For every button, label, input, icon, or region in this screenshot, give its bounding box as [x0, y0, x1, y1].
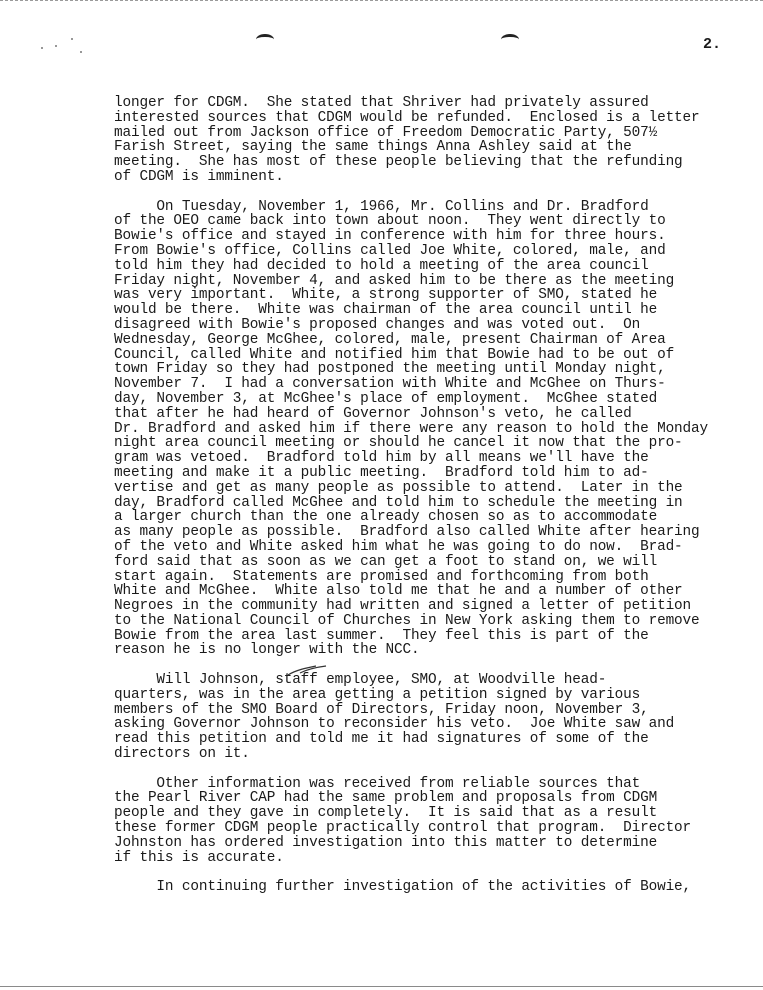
bottom-rule	[0, 986, 763, 987]
text-line: was very important. White, a strong supporter of SMO, stated he	[114, 287, 658, 304]
text-line: of the OEO came back into town about noon. They went directly to	[114, 213, 666, 230]
paragraph	[114, 200, 750, 659]
text-line: White and McGhee. White also told me that he and a number of other	[114, 583, 683, 600]
text-line: a larger church than the one already chosen so as to accommodate	[114, 509, 658, 526]
text-line: read this petition and told me it had signatures of some of the	[114, 731, 649, 748]
text-line: told him they had decided to hold a meeting of the area council	[114, 257, 649, 274]
text-line: mailed out from Jackson office of Freedom Democratic Party, 507½	[114, 124, 658, 141]
text-line: disagreed with Bowie's proposed changes and was voted out. On	[114, 316, 641, 333]
paragraph-gap	[114, 658, 750, 673]
text-line: Will Johnson, staff employee, SMO, at Woodville head-	[114, 672, 607, 689]
text-line: On Tuesday, November 1, 1966, Mr. Collins and Dr. Bradford	[114, 198, 649, 215]
scan-speck	[41, 47, 43, 49]
text-line: to the National Council of Churches in New York asking them to remove	[114, 612, 700, 629]
text-line: longer for CDGM. She stated that Shriver had privately assured	[114, 95, 649, 111]
text-line: Johnston has ordered investigation into this matter to determine	[114, 834, 658, 851]
text-line: of the veto and White asked him what he was going to do now. Brad-	[114, 538, 683, 555]
text-line: meeting and make it a public meeting. Bradford told him to ad-	[114, 464, 649, 481]
text-line: quarters, was in the area getting a petition signed by various	[114, 686, 641, 703]
scan-speck	[80, 51, 82, 53]
text-line: Friday night, November 4, and asked him to be there as the meeting	[114, 272, 675, 289]
text-line: interested sources that CDGM would be refunded. Enclosed is a letter	[114, 109, 700, 126]
text-line: directors on it.	[114, 746, 250, 763]
text-line: as many people as possible. Bradford also called White after hearing	[114, 524, 700, 541]
paragraph-gap	[114, 185, 750, 200]
text-line: Farish Street, saying the same things Anna Ashley said at the	[114, 139, 632, 156]
text-line: Other information was received from reliable sources that	[114, 775, 641, 792]
scan-speck	[55, 45, 57, 47]
text-line: vertise and get as many people as possible to attend. Later in the	[114, 479, 683, 496]
text-line: Dr. Bradford and asked him if there were any reason to hold the Monday	[114, 420, 709, 437]
text-line: that after he had heard of Governor Johnson's veto, he called	[114, 405, 632, 422]
text-line: meeting. She has most of these people believing that the refunding	[114, 154, 683, 171]
text-line: From Bowie's office, Collins called Joe White, colored, male, and	[114, 242, 666, 259]
text-line: reason he is no longer with the NCC.	[114, 642, 420, 659]
text-line: members of the SMO Board of Directors, Friday noon, November 3,	[114, 701, 649, 718]
text-line: Bowie's office and stayed in conference with him for three hours.	[114, 228, 666, 245]
top-perforation-rule	[0, 0, 763, 1]
paragraph	[114, 777, 750, 866]
paragraph	[114, 673, 750, 762]
scan-speck	[71, 38, 73, 40]
paragraph-gap	[114, 865, 750, 880]
text-line: if this is accurate.	[114, 849, 284, 866]
paragraph	[114, 96, 750, 185]
text-line: Bowie from the area last summer. They feel this is part of the	[114, 627, 649, 644]
text-line: the Pearl River CAP had the same problem and proposals from CDGM	[114, 790, 658, 807]
text-line: day, November 3, at McGhee's place of employment. McGhee stated	[114, 390, 658, 407]
page-number: 2.	[703, 36, 722, 53]
text-line: people and they gave in completely. It is said that as a result	[114, 805, 658, 822]
paragraph-gap	[114, 762, 750, 777]
binder-hole-mark	[256, 34, 274, 45]
paragraph	[114, 880, 750, 895]
text-line: In continuing further investigation of the activities of Bowie,	[114, 879, 692, 896]
text-line: of CDGM is imminent.	[114, 168, 284, 185]
text-line: these former CDGM people practically control that program. Director	[114, 820, 692, 837]
document-body	[114, 96, 750, 895]
text-line: Negroes in the community had written and signed a letter of petition	[114, 598, 692, 615]
text-line: night area council meeting or should he cancel it now that the pro-	[114, 435, 683, 452]
text-line: start again. Statements are promised and forthcoming from both	[114, 568, 649, 585]
text-line: November 7. I had a conversation with White and McGhee on Thurs-	[114, 376, 666, 393]
binder-hole-mark	[501, 34, 519, 45]
text-line: Wednesday, George McGhee, colored, male, present Chairman of Area	[114, 331, 666, 348]
text-line: ford said that as soon as we can get a foot to stand on, we will	[114, 553, 658, 570]
text-line: asking Governor Johnson to reconsider his veto. Joe White saw and	[114, 716, 675, 733]
text-line: would be there. White was chairman of the area council until he	[114, 302, 658, 319]
text-line: Council, called White and notified him that Bowie had to be out of	[114, 346, 675, 363]
text-line: town Friday so they had postponed the meeting until Monday night,	[114, 361, 666, 378]
text-line: day, Bradford called McGhee and told him to schedule the meeting in	[114, 494, 683, 511]
text-line: gram was vetoed. Bradford told him by all means we'll have the	[114, 450, 649, 467]
handwritten-pen-mark	[286, 664, 330, 678]
